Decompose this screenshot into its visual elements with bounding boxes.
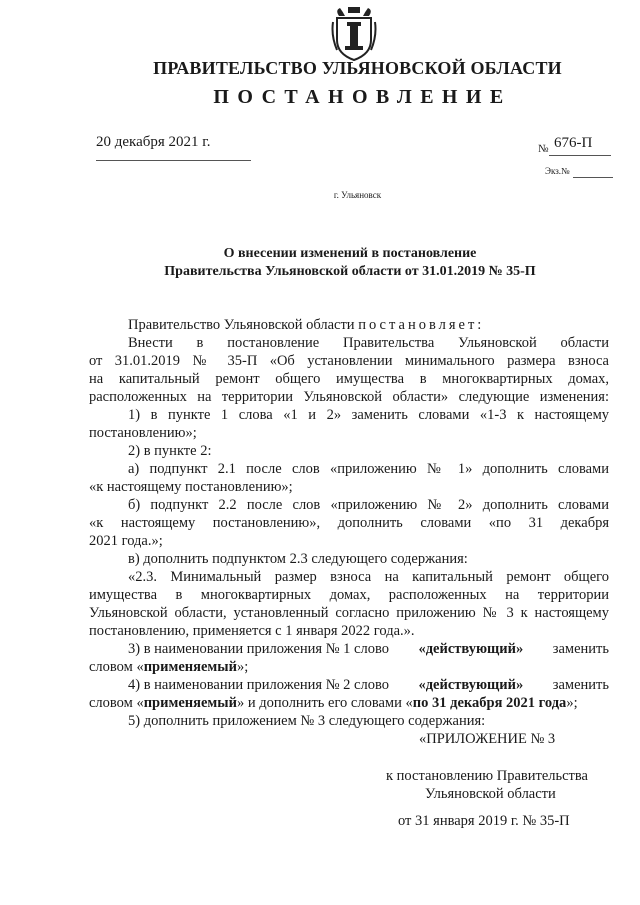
body-line: «к настоящему постановлению»;: [89, 479, 293, 495]
document-date: 20 декабря 2021 г.: [96, 134, 211, 150]
emphasized-word: «действующий»: [418, 641, 524, 657]
organization-name: ПРАВИТЕЛЬСТВО УЛЬЯНОВСКОЙ ОБЛАСТИ: [153, 58, 562, 78]
copy-number-label: Экз.№: [545, 166, 570, 176]
body-line: Правительство Ульяновской области постановляет:: [128, 317, 485, 333]
body-line: расположенных на территории Ульяновской области» следующие изменения:: [89, 389, 609, 405]
body-line: 2021 года.»;: [89, 533, 163, 549]
document-city: г. Ульяновск: [333, 190, 382, 200]
appendix-heading: «ПРИЛОЖЕНИЕ № 3: [419, 731, 556, 747]
number-underline: [549, 155, 611, 156]
emphasized-phrase: по 31 декабря 2021 года: [412, 695, 567, 711]
body-line: Ульяновской области, установленный согласно приложению № 3 к настоящему: [89, 605, 609, 621]
body-line: на капитальный ремонт общего имущества в многоквартирных домах,: [89, 371, 609, 387]
coat-of-arms-emblem: [331, 6, 377, 62]
document-title-line-1: О внесении изменений в постановление: [223, 246, 477, 261]
body-line: «2.3. Минимальный размер взноса на капитальный ремонт общего: [128, 569, 609, 585]
body-line: в) дополнить подпунктом 2.3 следующего содержания:: [128, 551, 468, 567]
emphasized-word: применяемый: [143, 659, 237, 675]
body-line: а) подпункт 2.1 после слов «приложению № 1» дополнить словами: [128, 461, 609, 477]
body-line: постановлению»;: [89, 425, 197, 441]
body-line: 4) в наименовании приложения № 2 слово «действующий» заменить: [128, 677, 609, 693]
decree-verb: постановляет:: [358, 317, 485, 333]
body-line: Внести в постановление Правительства Ульяновской области: [128, 335, 609, 351]
body-line: словом «применяемый»;: [89, 659, 249, 675]
appendix-reference-line-2: Ульяновской области: [425, 786, 556, 802]
copy-number-underline: [573, 177, 613, 178]
body-line: 5) дополнить приложением № 3 следующего содержания:: [128, 713, 486, 729]
appendix-reference-line-1: к постановлению Правительства: [386, 768, 588, 784]
body-line: «к настоящему постановлению», дополнить словами «по 31 декабря: [89, 515, 609, 531]
document-title-line-2: Правительства Ульяновской области от 31.01.2019 № 35-П: [164, 264, 536, 279]
body-line: имущества в многоквартирных домах, расположенных на территории: [89, 587, 609, 603]
body-line: 1) в пункте 1 слова «1 и 2» заменить словами «1-3 к настоящему: [128, 407, 609, 423]
document-number: 676-П: [554, 135, 593, 151]
body-line: 2) в пункте 2:: [128, 443, 212, 459]
body-line: словом «применяемый» и дополнить его словами «по 31 декабря 2021 года»;: [89, 695, 578, 711]
body-line: постановлению, применяется с 1 января 2022 года.».: [89, 623, 415, 639]
emphasized-word: применяемый: [143, 695, 237, 711]
body-line: б) подпункт 2.2 после слов «приложению № 2» дополнить словами: [128, 497, 609, 513]
emphasized-word: «действующий»: [418, 677, 524, 693]
body-line: 3) в наименовании приложения № 1 слово «действующий» заменить: [128, 641, 609, 657]
date-underline: [96, 160, 251, 161]
number-sign: №: [538, 143, 549, 155]
document-type: ПОСТАНОВЛЕНИЕ: [213, 86, 512, 108]
body-line: от 31.01.2019 № 35-П «Об установлении минимального размера взноса: [89, 353, 609, 369]
appendix-reference-date: от 31 января 2019 г. № 35-П: [398, 813, 570, 829]
